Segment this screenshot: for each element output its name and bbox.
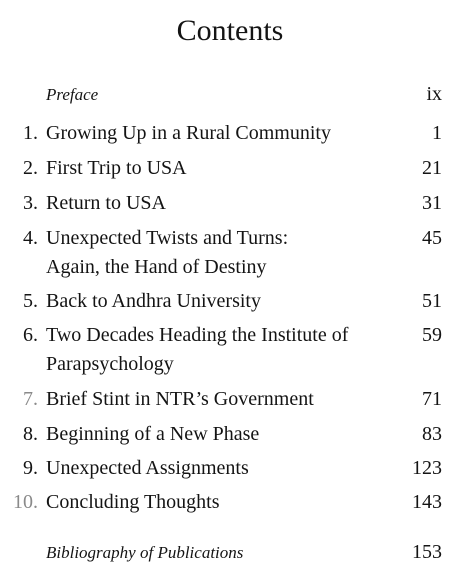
toc-entry-label: Preface bbox=[46, 85, 99, 104]
toc-chapter-title: Concluding Thoughts bbox=[46, 491, 220, 513]
toc-chapter-number: 2. bbox=[23, 157, 38, 179]
toc-chapter-title: Return to USA bbox=[46, 192, 166, 214]
toc-chapter-title: Growing Up in a Rural Community bbox=[46, 122, 331, 144]
toc-chapter-title: Unexpected Twists and Turns: bbox=[46, 227, 289, 249]
toc-chapter-number: 1. bbox=[23, 122, 38, 144]
toc-chapter-title: Two Decades Heading the Institute of bbox=[46, 324, 349, 346]
toc-chapter-title: Back to Andhra University bbox=[46, 290, 261, 312]
toc-chapter-title: Beginning of a New Phase bbox=[46, 423, 260, 445]
toc-page-number: 1 bbox=[432, 122, 442, 144]
toc-chapter-number: 8. bbox=[23, 423, 38, 445]
toc-chapter-title: Unexpected Assignments bbox=[46, 457, 249, 479]
toc-chapter-number: 6. bbox=[23, 324, 38, 346]
toc-page-number: 45 bbox=[422, 227, 442, 249]
toc-page-number: 51 bbox=[422, 290, 442, 312]
toc-page-number: 143 bbox=[412, 491, 442, 513]
toc-chapter-number: 7. bbox=[23, 388, 38, 410]
toc-chapter-number: 9. bbox=[23, 457, 38, 479]
toc-chapter-title-continued: Again, the Hand of Destiny bbox=[46, 256, 267, 278]
toc-chapter-title: Brief Stint in NTR’s Government bbox=[46, 388, 314, 410]
toc-chapter-number: 3. bbox=[23, 192, 38, 214]
toc-page-number: 31 bbox=[422, 192, 442, 214]
toc-chapter-number: 4. bbox=[23, 227, 38, 249]
toc-page-number: 59 bbox=[422, 324, 442, 346]
page-title: Contents bbox=[176, 14, 284, 47]
toc-page-number: 123 bbox=[412, 457, 442, 479]
toc-page-number: 153 bbox=[412, 541, 442, 563]
toc-chapter-number: 10. bbox=[13, 491, 38, 513]
toc-page-number: 21 bbox=[422, 157, 442, 179]
toc-page-number: 83 bbox=[422, 423, 442, 445]
toc-chapter-title-continued: Parapsychology bbox=[46, 353, 174, 375]
toc-page-number: ix bbox=[426, 83, 442, 105]
toc-chapter-number: 5. bbox=[23, 290, 38, 312]
toc-chapter-title: First Trip to USA bbox=[46, 157, 187, 179]
toc-page-number: 71 bbox=[422, 388, 442, 410]
toc-entry-label: Bibliography of Publications bbox=[46, 543, 244, 562]
